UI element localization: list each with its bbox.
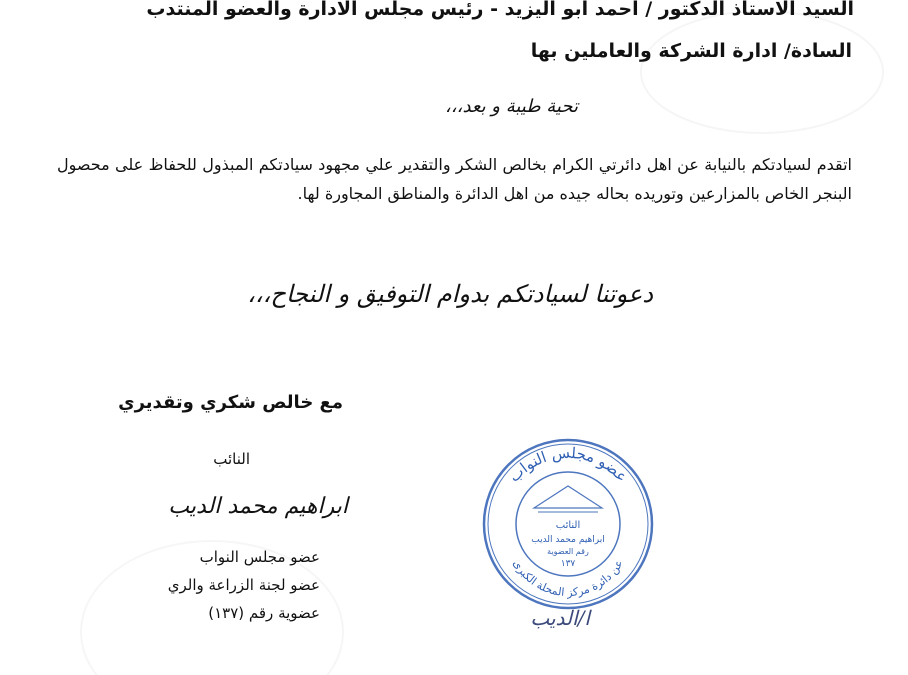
greeting: تحية طيبة و بعد،،، — [445, 96, 578, 117]
stamp-bottom-text: عن دائرة مركز المحلة الكبرى — [510, 557, 626, 600]
signer-name: ابراهيم محمد الديب — [168, 494, 348, 519]
stamp-inner-title: النائب — [555, 520, 581, 531]
recipients-line: السادة/ ادارة الشركة والعاملين بها — [530, 40, 852, 62]
body-paragraph: اتقدم لسيادتكم بالنيابة عن اهل دائرتي الكرام بخالص الشكر والتقدير علي مجهود سيادتكم المبذول للحفاظ على محصول البنجر الخاص بالمزارعين وتوريده بحاله جيده من اهل الدائرة والمناطق المجاورة لها. — [57, 155, 852, 203]
official-stamp — [478, 434, 658, 614]
closing-wish: دعوتنا لسيادتكم بدوام التوفيق و النجاح،،، — [247, 280, 653, 308]
stamp-inner-name: ابراهيم محمد الديب — [531, 535, 605, 545]
handwritten-initials: ا/الديب — [530, 606, 590, 630]
signer-role-parliament: عضو مجلس النواب — [199, 548, 320, 566]
signer-title: النائب — [213, 450, 250, 468]
signer-membership-number: عضوية رقم (١٣٧) — [208, 604, 320, 622]
watermark-shape — [640, 10, 884, 134]
stamp-outer-text: عضو مجلس النواب — [505, 443, 632, 486]
thanks-line: مع خالص شكري وتقديري — [118, 392, 343, 413]
signer-role-committee: عضو لجنة الزراعة والري — [167, 576, 320, 594]
addressee-line: السيد الاستاذ الدكتور / احمد ابو اليزيد - رئيس مجلس الادارة والعضو المنتدب — [146, 0, 854, 20]
stamp-inner-number: ١٣٧ — [560, 559, 576, 569]
stamp-inner-label: رقم العضوية — [547, 547, 589, 556]
